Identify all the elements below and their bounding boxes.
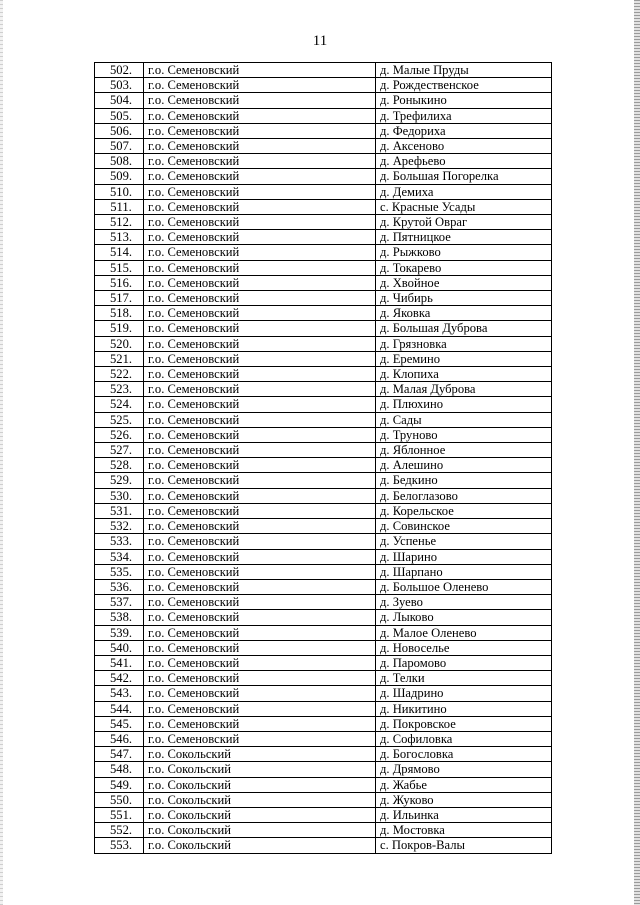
settlement-cell: д. Яблонное bbox=[376, 443, 552, 458]
table-row bbox=[95, 519, 552, 534]
district-cell: г.о. Семеновский bbox=[144, 595, 376, 610]
row-number-cell: 525. bbox=[95, 412, 144, 427]
settlement-cell: д. Арефьево bbox=[376, 154, 552, 169]
settlement-cell: д. Софиловка bbox=[376, 731, 552, 746]
district-cell: г.о. Семеновский bbox=[144, 199, 376, 214]
district-cell: г.о. Семеновский bbox=[144, 503, 376, 518]
district-cell: г.о. Семеновский bbox=[144, 731, 376, 746]
district-cell: г.о. Семеновский bbox=[144, 458, 376, 473]
row-number-cell: 549. bbox=[95, 777, 144, 792]
row-number-cell: 524. bbox=[95, 397, 144, 412]
table-row bbox=[95, 595, 552, 610]
table-row bbox=[95, 473, 552, 488]
settlement-cell: д. Аксеново bbox=[376, 139, 552, 154]
row-number-cell: 542. bbox=[95, 671, 144, 686]
district-cell: г.о. Семеновский bbox=[144, 139, 376, 154]
district-cell: г.о. Семеновский bbox=[144, 93, 376, 108]
settlement-cell: д. Успенье bbox=[376, 534, 552, 549]
settlement-cell: д. Бедкино bbox=[376, 473, 552, 488]
table-row bbox=[95, 443, 552, 458]
row-number-cell: 546. bbox=[95, 731, 144, 746]
row-number-cell: 548. bbox=[95, 762, 144, 777]
row-number-cell: 513. bbox=[95, 230, 144, 245]
settlement-cell: д. Пятницкое bbox=[376, 230, 552, 245]
settlement-cell: д. Чибирь bbox=[376, 291, 552, 306]
table-row bbox=[95, 701, 552, 716]
row-number-cell: 505. bbox=[95, 108, 144, 123]
district-cell: г.о. Семеновский bbox=[144, 245, 376, 260]
row-number-cell: 527. bbox=[95, 443, 144, 458]
district-cell: г.о. Семеновский bbox=[144, 336, 376, 351]
district-cell: г.о. Семеновский bbox=[144, 427, 376, 442]
table-row bbox=[95, 275, 552, 290]
row-number-cell: 510. bbox=[95, 184, 144, 199]
district-cell: г.о. Семеновский bbox=[144, 382, 376, 397]
row-number-cell: 516. bbox=[95, 275, 144, 290]
settlement-cell: д. Покровское bbox=[376, 716, 552, 731]
table-row bbox=[95, 731, 552, 746]
settlement-cell: д. Демиха bbox=[376, 184, 552, 199]
settlement-cell: д. Плюхино bbox=[376, 397, 552, 412]
row-number-cell: 526. bbox=[95, 427, 144, 442]
district-cell: г.о. Семеновский bbox=[144, 306, 376, 321]
settlement-cell: д. Большое Оленево bbox=[376, 579, 552, 594]
district-cell: г.о. Семеновский bbox=[144, 549, 376, 564]
district-cell: г.о. Семеновский bbox=[144, 215, 376, 230]
table-row bbox=[95, 306, 552, 321]
settlement-cell: д. Хвойное bbox=[376, 275, 552, 290]
row-number-cell: 543. bbox=[95, 686, 144, 701]
table-row bbox=[95, 458, 552, 473]
settlement-cell: д. Телки bbox=[376, 671, 552, 686]
row-number-cell: 539. bbox=[95, 625, 144, 640]
settlement-cell: д. Малые Пруды bbox=[376, 63, 552, 78]
district-cell: г.о. Семеновский bbox=[144, 488, 376, 503]
table-row bbox=[95, 488, 552, 503]
row-number-cell: 523. bbox=[95, 382, 144, 397]
district-cell: г.о. Семеновский bbox=[144, 108, 376, 123]
table-row bbox=[95, 823, 552, 838]
table-row bbox=[95, 610, 552, 625]
row-number-cell: 530. bbox=[95, 488, 144, 503]
district-cell: г.о. Семеновский bbox=[144, 473, 376, 488]
settlement-cell: д. Белоглазово bbox=[376, 488, 552, 503]
district-cell: г.о. Семеновский bbox=[144, 534, 376, 549]
row-number-cell: 521. bbox=[95, 351, 144, 366]
table-row bbox=[95, 154, 552, 169]
table-row bbox=[95, 397, 552, 412]
row-number-cell: 517. bbox=[95, 291, 144, 306]
settlement-cell: д. Паромово bbox=[376, 655, 552, 670]
table-row bbox=[95, 655, 552, 670]
table-row bbox=[95, 260, 552, 275]
settlement-cell: д. Рыжково bbox=[376, 245, 552, 260]
row-number-cell: 533. bbox=[95, 534, 144, 549]
table-row bbox=[95, 291, 552, 306]
table-row bbox=[95, 534, 552, 549]
table-body bbox=[95, 63, 552, 854]
table-row bbox=[95, 230, 552, 245]
district-cell: г.о. Семеновский bbox=[144, 230, 376, 245]
district-cell: г.о. Семеновский bbox=[144, 184, 376, 199]
row-number-cell: 534. bbox=[95, 549, 144, 564]
table-row bbox=[95, 625, 552, 640]
settlement-cell: с. Покров-Валы bbox=[376, 838, 552, 853]
row-number-cell: 503. bbox=[95, 78, 144, 93]
district-cell: г.о. Семеновский bbox=[144, 610, 376, 625]
settlement-cell: д. Ильинка bbox=[376, 807, 552, 822]
district-cell: г.о. Семеновский bbox=[144, 579, 376, 594]
district-cell: г.о. Сокольский bbox=[144, 792, 376, 807]
settlement-cell: д. Жабье bbox=[376, 777, 552, 792]
table-row bbox=[95, 169, 552, 184]
district-cell: г.о. Семеновский bbox=[144, 260, 376, 275]
row-number-cell: 515. bbox=[95, 260, 144, 275]
row-number-cell: 518. bbox=[95, 306, 144, 321]
row-number-cell: 544. bbox=[95, 701, 144, 716]
settlement-cell: д. Жуково bbox=[376, 792, 552, 807]
settlement-cell: д. Малая Дуброва bbox=[376, 382, 552, 397]
row-number-cell: 509. bbox=[95, 169, 144, 184]
table-row bbox=[95, 78, 552, 93]
district-cell: г.о. Сокольский bbox=[144, 762, 376, 777]
settlement-cell: д. Клопиха bbox=[376, 367, 552, 382]
table-row bbox=[95, 427, 552, 442]
scan-edge-left bbox=[0, 0, 3, 905]
scan-edge-right bbox=[634, 0, 640, 905]
row-number-cell: 511. bbox=[95, 199, 144, 214]
settlement-cell: д. Дрямово bbox=[376, 762, 552, 777]
table-row bbox=[95, 351, 552, 366]
table-row bbox=[95, 716, 552, 731]
settlement-cell: д. Мостовка bbox=[376, 823, 552, 838]
row-number-cell: 536. bbox=[95, 579, 144, 594]
table-row bbox=[95, 108, 552, 123]
district-cell: г.о. Семеновский bbox=[144, 169, 376, 184]
settlement-cell: д. Крутой Овраг bbox=[376, 215, 552, 230]
table-row bbox=[95, 747, 552, 762]
settlement-cell: д. Большая Погорелка bbox=[376, 169, 552, 184]
district-cell: г.о. Семеновский bbox=[144, 367, 376, 382]
row-number-cell: 512. bbox=[95, 215, 144, 230]
settlement-cell: д. Грязновка bbox=[376, 336, 552, 351]
district-cell: г.о. Семеновский bbox=[144, 640, 376, 655]
settlement-cell: д. Яковка bbox=[376, 306, 552, 321]
district-cell: г.о. Семеновский bbox=[144, 519, 376, 534]
row-number-cell: 532. bbox=[95, 519, 144, 534]
district-cell: г.о. Семеновский bbox=[144, 123, 376, 138]
settlement-cell: д. Труново bbox=[376, 427, 552, 442]
row-number-cell: 522. bbox=[95, 367, 144, 382]
district-cell: г.о. Сокольский bbox=[144, 747, 376, 762]
settlement-cell: д. Лыково bbox=[376, 610, 552, 625]
row-number-cell: 531. bbox=[95, 503, 144, 518]
table-row bbox=[95, 245, 552, 260]
district-cell: г.о. Семеновский bbox=[144, 412, 376, 427]
row-number-cell: 514. bbox=[95, 245, 144, 260]
row-number-cell: 506. bbox=[95, 123, 144, 138]
district-cell: г.о. Семеновский bbox=[144, 716, 376, 731]
page-number: 11 bbox=[312, 33, 328, 49]
settlement-cell: д. Богословка bbox=[376, 747, 552, 762]
row-number-cell: 507. bbox=[95, 139, 144, 154]
row-number-cell: 537. bbox=[95, 595, 144, 610]
district-cell: г.о. Семеновский bbox=[144, 63, 376, 78]
table-row bbox=[95, 686, 552, 701]
district-cell: г.о. Семеновский bbox=[144, 443, 376, 458]
settlement-cell: д. Рождественское bbox=[376, 78, 552, 93]
row-number-cell: 529. bbox=[95, 473, 144, 488]
table-row bbox=[95, 199, 552, 214]
settlement-cell: д. Федориха bbox=[376, 123, 552, 138]
table-row bbox=[95, 139, 552, 154]
table-row bbox=[95, 215, 552, 230]
table-row bbox=[95, 564, 552, 579]
settlement-cell: д. Малое Оленево bbox=[376, 625, 552, 640]
table-row bbox=[95, 671, 552, 686]
settlement-cell: д. Шадрино bbox=[376, 686, 552, 701]
settlement-cell: д. Зуево bbox=[376, 595, 552, 610]
settlement-cell: д. Шарпано bbox=[376, 564, 552, 579]
table-row bbox=[95, 184, 552, 199]
table-row bbox=[95, 503, 552, 518]
settlement-cell: с. Красные Усады bbox=[376, 199, 552, 214]
district-cell: г.о. Семеновский bbox=[144, 351, 376, 366]
row-number-cell: 502. bbox=[95, 63, 144, 78]
district-cell: г.о. Сокольский bbox=[144, 777, 376, 792]
row-number-cell: 547. bbox=[95, 747, 144, 762]
settlement-cell: д. Новоселье bbox=[376, 640, 552, 655]
row-number-cell: 519. bbox=[95, 321, 144, 336]
row-number-cell: 541. bbox=[95, 655, 144, 670]
table-row bbox=[95, 792, 552, 807]
district-cell: г.о. Семеновский bbox=[144, 321, 376, 336]
settlement-cell: д. Совинское bbox=[376, 519, 552, 534]
table-row bbox=[95, 777, 552, 792]
district-cell: г.о. Семеновский bbox=[144, 78, 376, 93]
district-cell: г.о. Семеновский bbox=[144, 564, 376, 579]
row-number-cell: 508. bbox=[95, 154, 144, 169]
table-row bbox=[95, 807, 552, 822]
row-number-cell: 520. bbox=[95, 336, 144, 351]
settlement-cell: д. Еремино bbox=[376, 351, 552, 366]
settlement-cell: д. Алешино bbox=[376, 458, 552, 473]
settlement-cell: д. Шарино bbox=[376, 549, 552, 564]
row-number-cell: 535. bbox=[95, 564, 144, 579]
settlement-cell: д. Токарево bbox=[376, 260, 552, 275]
settlement-cell: д. Большая Дуброва bbox=[376, 321, 552, 336]
district-cell: г.о. Семеновский bbox=[144, 397, 376, 412]
district-cell: г.о. Семеновский bbox=[144, 625, 376, 640]
district-cell: г.о. Семеновский bbox=[144, 671, 376, 686]
row-number-cell: 538. bbox=[95, 610, 144, 625]
table-row bbox=[95, 321, 552, 336]
table-row bbox=[95, 367, 552, 382]
district-cell: г.о. Семеновский bbox=[144, 275, 376, 290]
settlement-cell: д. Корельское bbox=[376, 503, 552, 518]
district-cell: г.о. Семеновский bbox=[144, 686, 376, 701]
table-row bbox=[95, 549, 552, 564]
settlement-cell: д. Сады bbox=[376, 412, 552, 427]
district-cell: г.о. Сокольский bbox=[144, 807, 376, 822]
table-row bbox=[95, 640, 552, 655]
table-row bbox=[95, 336, 552, 351]
district-cell: г.о. Сокольский bbox=[144, 823, 376, 838]
table-row bbox=[95, 838, 552, 853]
row-number-cell: 551. bbox=[95, 807, 144, 822]
district-cell: г.о. Семеновский bbox=[144, 154, 376, 169]
row-number-cell: 550. bbox=[95, 792, 144, 807]
table-row bbox=[95, 412, 552, 427]
row-number-cell: 545. bbox=[95, 716, 144, 731]
district-cell: г.о. Семеновский bbox=[144, 701, 376, 716]
row-number-cell: 540. bbox=[95, 640, 144, 655]
district-cell: г.о. Семеновский bbox=[144, 291, 376, 306]
settlement-cell: д. Трефилиха bbox=[376, 108, 552, 123]
district-cell: г.о. Семеновский bbox=[144, 655, 376, 670]
row-number-cell: 553. bbox=[95, 838, 144, 853]
settlement-cell: д. Роныкино bbox=[376, 93, 552, 108]
district-cell: г.о. Сокольский bbox=[144, 838, 376, 853]
table-row bbox=[95, 762, 552, 777]
table-row bbox=[95, 579, 552, 594]
row-number-cell: 504. bbox=[95, 93, 144, 108]
settlements-table bbox=[94, 62, 552, 854]
table-row bbox=[95, 93, 552, 108]
table-row bbox=[95, 382, 552, 397]
row-number-cell: 552. bbox=[95, 823, 144, 838]
row-number-cell: 528. bbox=[95, 458, 144, 473]
settlement-cell: д. Никитино bbox=[376, 701, 552, 716]
table-row bbox=[95, 123, 552, 138]
table-row bbox=[95, 63, 552, 78]
